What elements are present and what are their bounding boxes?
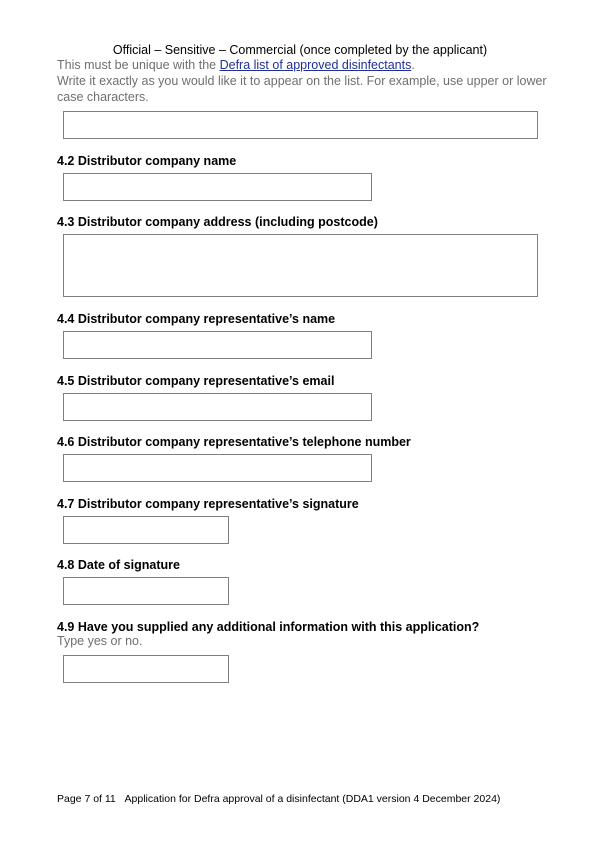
distributor-name-field[interactable] <box>63 173 372 201</box>
distributor-name-label: 4.2 Distributor company name <box>57 154 237 168</box>
classification-banner: Official – Sensitive – Commercial (once completed by the applicant) <box>112 43 488 57</box>
rep-email-label: 4.5 Distributor company representative’s email <box>57 374 335 388</box>
signature-date-label: 4.8 Date of signature <box>57 558 180 572</box>
hint-prefix: This must be unique with the <box>57 58 220 72</box>
rep-phone-field[interactable] <box>63 454 372 482</box>
document-title: Application for Defra approval of a disinfectant (DDA1 version 4 December 2024) <box>124 793 501 805</box>
format-hint: Write it exactly as you would like it to appear on the list. For example, use upper or lower case characters. <box>57 74 547 104</box>
rep-signature-field[interactable] <box>63 516 229 544</box>
rep-signature-label: 4.7 Distributor company representative’s signature <box>57 497 359 511</box>
hint-suffix: . <box>411 58 415 72</box>
distributor-address-field[interactable] <box>63 234 538 297</box>
rep-phone-label: 4.6 Distributor company representative’s telephone number <box>57 435 411 449</box>
rep-name-label: 4.4 Distributor company representative’s name <box>57 312 336 326</box>
page-number: Page 7 of 11 <box>57 793 116 805</box>
rep-email-field[interactable] <box>63 393 372 421</box>
additional-info-hint: Type yes or no. <box>57 634 143 648</box>
signature-date-field[interactable] <box>63 577 229 605</box>
defra-approved-list-link[interactable]: Defra list of approved disinfectants <box>219 58 412 72</box>
product-name-field[interactable] <box>63 111 538 139</box>
rep-name-field[interactable] <box>63 331 372 359</box>
additional-info-field[interactable] <box>63 655 229 683</box>
page-footer <box>57 792 500 806</box>
additional-info-label: 4.9 Have you supplied any additional information with this application? <box>57 620 480 634</box>
uniqueness-hint <box>57 57 547 73</box>
distributor-address-label: 4.3 Distributor company address (including postcode) <box>57 215 378 229</box>
